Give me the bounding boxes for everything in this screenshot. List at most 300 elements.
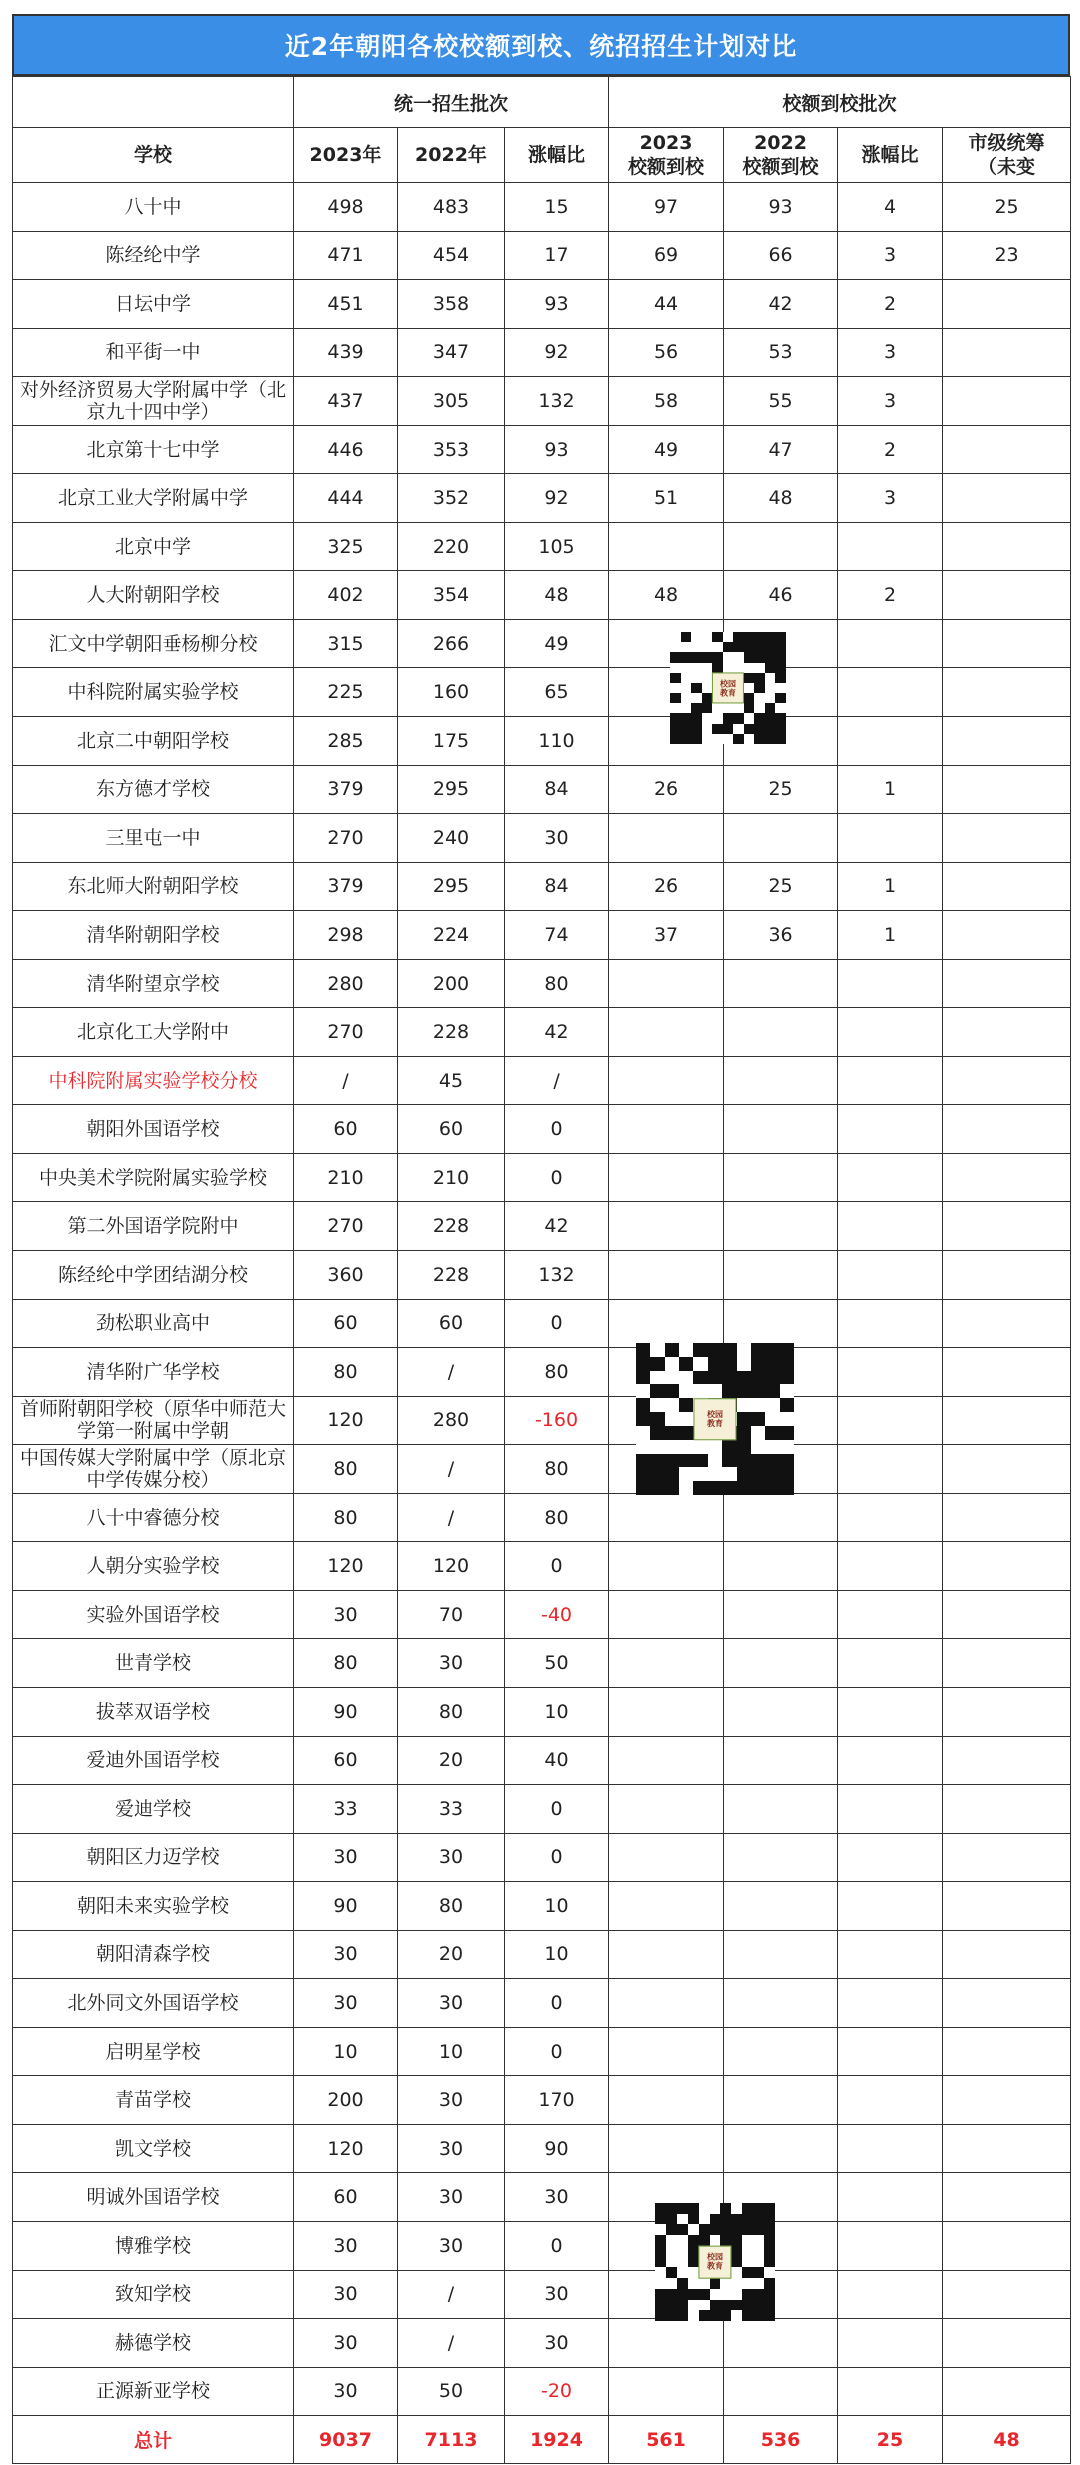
table-row	[13, 474, 1071, 523]
table-row	[13, 231, 1071, 280]
enrollment-table	[12, 76, 1071, 2464]
cell-school: 中科院附属实验学校	[13, 668, 294, 717]
cell-unified-2022: 20	[398, 1930, 505, 1979]
table-row	[13, 425, 1071, 474]
cell-city	[943, 1105, 1071, 1154]
cell-unified-change: 42	[505, 1008, 609, 1057]
cell-unified-change: 80	[505, 1348, 609, 1397]
cell-city	[943, 377, 1071, 426]
header-city: 市级统筹 （未变	[943, 128, 1071, 183]
cell-unified-change: 80	[505, 1493, 609, 1542]
cell-unified-2023: 210	[294, 1153, 398, 1202]
cell-unified-change: 105	[505, 522, 609, 571]
cell-quota-2022	[724, 1056, 838, 1105]
cell-school: 明诚外国语学校	[13, 2173, 294, 2222]
cell-quota-2022	[724, 1153, 838, 1202]
total-label: 总计	[13, 2416, 294, 2464]
cell-quota-2023: 58	[609, 377, 724, 426]
cell-unified-2022: 30	[398, 1979, 505, 2028]
cell-school: 清华附朝阳学校	[13, 911, 294, 960]
cell-city	[943, 1542, 1071, 1591]
cell-unified-2023: 30	[294, 2367, 398, 2416]
cell-unified-2023: 379	[294, 862, 398, 911]
cell-unified-change: 65	[505, 668, 609, 717]
cell-quota-change	[838, 2270, 943, 2319]
cell-unified-2023: 30	[294, 1979, 398, 2028]
cell-unified-2023: 360	[294, 1251, 398, 1300]
cell-city	[943, 1687, 1071, 1736]
cell-unified-2022: 80	[398, 1882, 505, 1931]
cell-city	[943, 328, 1071, 377]
cell-quota-2022	[724, 1833, 838, 1882]
cell-city	[943, 522, 1071, 571]
cell-quota-change	[838, 1736, 943, 1785]
cell-quota-2023: 26	[609, 765, 724, 814]
cell-school: 北京中学	[13, 522, 294, 571]
cell-city	[943, 911, 1071, 960]
cell-unified-2022: /	[398, 2270, 505, 2319]
cell-city	[943, 1639, 1071, 1688]
cell-unified-2022: 454	[398, 231, 505, 280]
cell-quota-2023: 56	[609, 328, 724, 377]
cell-quota-2022	[724, 1882, 838, 1931]
cell-school: 劲松职业高中	[13, 1299, 294, 1348]
table-row	[13, 2124, 1071, 2173]
cell-unified-2023: 471	[294, 231, 398, 280]
cell-unified-2022: 60	[398, 1105, 505, 1154]
cell-quota-2023	[609, 1882, 724, 1931]
cell-quota-change	[838, 1396, 943, 1445]
cell-unified-2023: 325	[294, 522, 398, 571]
cell-unified-2022: 280	[398, 1396, 505, 1445]
cell-unified-2023: 402	[294, 571, 398, 620]
header-2022: 2022年	[398, 128, 505, 183]
cell-city	[943, 2027, 1071, 2076]
cell-quota-2022	[724, 1930, 838, 1979]
cell-unified-2022: 50	[398, 2367, 505, 2416]
cell-unified-2022: 30	[398, 1833, 505, 1882]
cell-quota-2023	[609, 959, 724, 1008]
table-row	[13, 1833, 1071, 1882]
cell-quota-2023	[609, 1105, 724, 1154]
cell-school: 正源新亚学校	[13, 2367, 294, 2416]
cell-quota-2022	[724, 522, 838, 571]
cell-quota-2022	[724, 1493, 838, 1542]
cell-school: 凯文学校	[13, 2124, 294, 2173]
table-row	[13, 280, 1071, 329]
cell-unified-2023: 270	[294, 1202, 398, 1251]
total-u22: 7113	[398, 2416, 505, 2464]
qr-code-image	[636, 1343, 794, 1495]
cell-quota-2022: 47	[724, 425, 838, 474]
cell-city	[943, 1833, 1071, 1882]
cell-quota-2022	[724, 1008, 838, 1057]
table-row	[13, 2221, 1071, 2270]
cell-quota-change	[838, 2027, 943, 2076]
cell-quota-2022	[724, 959, 838, 1008]
cell-school: 中科院附属实验学校分校	[13, 1056, 294, 1105]
cell-quota-change	[838, 2124, 943, 2173]
cell-city	[943, 425, 1071, 474]
cell-unified-2023: 30	[294, 1590, 398, 1639]
qr-code-image	[655, 2203, 775, 2321]
cell-school: 三里屯一中	[13, 814, 294, 863]
cell-unified-change: 0	[505, 2221, 609, 2270]
cell-quota-2022	[724, 2319, 838, 2368]
cell-unified-change: 10	[505, 1930, 609, 1979]
cell-quota-2022	[724, 1736, 838, 1785]
cell-city	[943, 1785, 1071, 1834]
group-quota: 校额到校批次	[609, 77, 1071, 128]
cell-unified-change: 132	[505, 1251, 609, 1300]
cell-city	[943, 474, 1071, 523]
cell-unified-2023: 90	[294, 1882, 398, 1931]
cell-school: 北京化工大学附中	[13, 1008, 294, 1057]
cell-unified-2023: 90	[294, 1687, 398, 1736]
cell-unified-change: 0	[505, 1542, 609, 1591]
cell-unified-2022: /	[398, 2319, 505, 2368]
cell-quota-2022	[724, 1590, 838, 1639]
cell-school: 朝阳区力迈学校	[13, 1833, 294, 1882]
cell-quota-change	[838, 1445, 943, 1494]
qr-code-image	[670, 632, 786, 744]
cell-quota-change: 2	[838, 280, 943, 329]
cell-unified-2022: 347	[398, 328, 505, 377]
qr-logo: 校园 教育	[698, 2246, 731, 2279]
cell-city	[943, 1882, 1071, 1931]
total-row	[13, 2416, 1071, 2464]
cell-city	[943, 1056, 1071, 1105]
cell-quota-2023	[609, 1736, 724, 1785]
cell-unified-2023: 10	[294, 2027, 398, 2076]
cell-school: 朝阳清森学校	[13, 1930, 294, 1979]
cell-unified-2022: 160	[398, 668, 505, 717]
cell-unified-2023: 451	[294, 280, 398, 329]
table-row	[13, 377, 1071, 426]
cell-school: 和平街一中	[13, 328, 294, 377]
cell-unified-2023: 315	[294, 619, 398, 668]
cell-city	[943, 2076, 1071, 2125]
cell-quota-2022: 36	[724, 911, 838, 960]
cell-city	[943, 959, 1071, 1008]
table-row	[13, 1396, 1071, 1445]
cell-quota-change	[838, 1153, 943, 1202]
cell-quota-change	[838, 1348, 943, 1397]
cell-city	[943, 1008, 1071, 1057]
cell-unified-2022: 30	[398, 2221, 505, 2270]
cell-school: 对外经济贸易大学附属中学（北京九十四中学）	[13, 377, 294, 426]
cell-quota-2023	[609, 1930, 724, 1979]
cell-quota-2023: 37	[609, 911, 724, 960]
cell-quota-change	[838, 619, 943, 668]
cell-quota-2023: 69	[609, 231, 724, 280]
cell-quota-2022: 93	[724, 183, 838, 232]
cell-unified-2023: 30	[294, 2319, 398, 2368]
cell-quota-change	[838, 1008, 943, 1057]
total-uc: 1924	[505, 2416, 609, 2464]
cell-school: 北京工业大学附属中学	[13, 474, 294, 523]
cell-quota-change: 3	[838, 231, 943, 280]
cell-unified-2023: 80	[294, 1348, 398, 1397]
cell-school: 北京二中朝阳学校	[13, 717, 294, 766]
cell-school: 东北师大附朝阳学校	[13, 862, 294, 911]
cell-quota-change	[838, 1202, 943, 1251]
cell-city	[943, 1930, 1071, 1979]
cell-unified-2023: 379	[294, 765, 398, 814]
cell-quota-2023	[609, 1590, 724, 1639]
cell-quota-change	[838, 2221, 943, 2270]
cell-unified-2023: 80	[294, 1493, 398, 1542]
table-row	[13, 1202, 1071, 1251]
cell-school: 东方德才学校	[13, 765, 294, 814]
cell-unified-2023: 60	[294, 1736, 398, 1785]
cell-quota-2023	[609, 522, 724, 571]
cell-city: 25	[943, 183, 1071, 232]
cell-city	[943, 814, 1071, 863]
cell-quota-change	[838, 1251, 943, 1300]
cell-unified-2022: 20	[398, 1736, 505, 1785]
cell-city	[943, 2367, 1071, 2416]
cell-unified-2023: 60	[294, 1105, 398, 1154]
cell-unified-2022: 200	[398, 959, 505, 1008]
cell-quota-2022	[724, 1299, 838, 1348]
cell-school: 赫德学校	[13, 2319, 294, 2368]
cell-quota-2022	[724, 2027, 838, 2076]
cell-city	[943, 717, 1071, 766]
table-row	[13, 911, 1071, 960]
cell-unified-2022: /	[398, 1348, 505, 1397]
cell-school: 北京第十七中学	[13, 425, 294, 474]
table-row	[13, 814, 1071, 863]
cell-unified-2022: 30	[398, 2173, 505, 2222]
cell-unified-change: 17	[505, 231, 609, 280]
cell-school: 汇文中学朝阳垂杨柳分校	[13, 619, 294, 668]
cell-school: 北外同文外国语学校	[13, 1979, 294, 2028]
cell-quota-2022: 25	[724, 765, 838, 814]
cell-quota-2022	[724, 1105, 838, 1154]
cell-quota-change: 1	[838, 765, 943, 814]
cell-quota-change	[838, 522, 943, 571]
table-row	[13, 1639, 1071, 1688]
table-row	[13, 765, 1071, 814]
cell-unified-2022: 30	[398, 2076, 505, 2125]
cell-unified-change: 0	[505, 2027, 609, 2076]
cell-quota-2022	[724, 1542, 838, 1591]
cell-quota-2022: 25	[724, 862, 838, 911]
cell-unified-2023: 60	[294, 1299, 398, 1348]
header-quota-change: 涨幅比	[838, 128, 943, 183]
table-row	[13, 522, 1071, 571]
cell-quota-change	[838, 1542, 943, 1591]
table-row	[13, 2367, 1071, 2416]
cell-quota-2022	[724, 1251, 838, 1300]
cell-school: 人大附朝阳学校	[13, 571, 294, 620]
cell-quota-change	[838, 717, 943, 766]
cell-unified-2022: 354	[398, 571, 505, 620]
cell-quota-2023	[609, 1008, 724, 1057]
cell-unified-change: 30	[505, 2319, 609, 2368]
header-school: 学校	[13, 128, 294, 183]
cell-quota-change	[838, 1979, 943, 2028]
cell-unified-2022: 358	[398, 280, 505, 329]
cell-quota-2022	[724, 2124, 838, 2173]
table-row	[13, 2173, 1071, 2222]
cell-unified-change: 84	[505, 862, 609, 911]
cell-quota-change	[838, 2173, 943, 2222]
table-row	[13, 1299, 1071, 1348]
cell-quota-2023	[609, 1493, 724, 1542]
cell-unified-2022: 266	[398, 619, 505, 668]
cell-unified-2022: 80	[398, 1687, 505, 1736]
cell-unified-2022: 210	[398, 1153, 505, 1202]
table-row	[13, 2270, 1071, 2319]
cell-unified-2023: 280	[294, 959, 398, 1008]
table-row	[13, 1979, 1071, 2028]
cell-city	[943, 571, 1071, 620]
group-unified: 统一招生批次	[294, 77, 609, 128]
table-row	[13, 1105, 1071, 1154]
cell-quota-2023	[609, 2076, 724, 2125]
header-2023: 2023年	[294, 128, 398, 183]
cell-unified-2022: 175	[398, 717, 505, 766]
cell-unified-change: 80	[505, 959, 609, 1008]
cell-quota-2023	[609, 2027, 724, 2076]
cell-school: 第二外国语学院附中	[13, 1202, 294, 1251]
total-u23: 9037	[294, 2416, 398, 2464]
cell-unified-change: 92	[505, 474, 609, 523]
cell-quota-change	[838, 1930, 943, 1979]
cell-quota-2022: 55	[724, 377, 838, 426]
cell-city	[943, 1202, 1071, 1251]
cell-unified-change: -40	[505, 1590, 609, 1639]
cell-unified-2022: /	[398, 1493, 505, 1542]
cell-school: 首师附朝阳学校（原华中师范大学第一附属中学朝	[13, 1396, 294, 1445]
cell-city	[943, 1979, 1071, 2028]
cell-unified-2022: 228	[398, 1202, 505, 1251]
cell-quota-change	[838, 1639, 943, 1688]
cell-quota-change	[838, 1105, 943, 1154]
cell-unified-2022: 228	[398, 1251, 505, 1300]
cell-unified-2023: 285	[294, 717, 398, 766]
cell-unified-2022: 220	[398, 522, 505, 571]
qr-logo: 校园 教育	[693, 1398, 736, 1440]
cell-unified-2023: 30	[294, 2221, 398, 2270]
cell-quota-2023	[609, 2124, 724, 2173]
cell-quota-change	[838, 2076, 943, 2125]
cell-unified-change: 110	[505, 717, 609, 766]
cell-quota-change: 3	[838, 474, 943, 523]
cell-city	[943, 1736, 1071, 1785]
cell-quota-2022: 46	[724, 571, 838, 620]
cell-quota-change	[838, 1056, 943, 1105]
table-row	[13, 2319, 1071, 2368]
cell-quota-change	[838, 959, 943, 1008]
cell-quota-change	[838, 2319, 943, 2368]
cell-unified-change: 10	[505, 1687, 609, 1736]
cell-school: 启明星学校	[13, 2027, 294, 2076]
cell-quota-change: 1	[838, 862, 943, 911]
cell-unified-2022: /	[398, 1445, 505, 1494]
cell-school: 朝阳外国语学校	[13, 1105, 294, 1154]
cell-unified-change: 0	[505, 1299, 609, 1348]
cell-quota-2022	[724, 1785, 838, 1834]
table-row	[13, 668, 1071, 717]
cell-unified-2022: 295	[398, 765, 505, 814]
cell-quota-change: 3	[838, 377, 943, 426]
cell-school: 中央美术学院附属实验学校	[13, 1153, 294, 1202]
cell-unified-change: 0	[505, 1153, 609, 1202]
cell-city	[943, 1590, 1071, 1639]
cell-quota-2022	[724, 1687, 838, 1736]
cell-unified-2023: 444	[294, 474, 398, 523]
cell-unified-change: 84	[505, 765, 609, 814]
table-row	[13, 1445, 1071, 1494]
cell-quota-2023	[609, 1785, 724, 1834]
cell-unified-2022: 33	[398, 1785, 505, 1834]
header-change: 涨幅比	[505, 128, 609, 183]
table-row	[13, 1348, 1071, 1397]
cell-unified-2023: 446	[294, 425, 398, 474]
cell-quota-2023	[609, 1833, 724, 1882]
total-q22: 536	[724, 2416, 838, 2464]
cell-unified-2022: 483	[398, 183, 505, 232]
cell-unified-change: 30	[505, 2270, 609, 2319]
cell-unified-change: 40	[505, 1736, 609, 1785]
cell-school: 朝阳未来实验学校	[13, 1882, 294, 1931]
table-row	[13, 1785, 1071, 1834]
cell-quota-2022: 66	[724, 231, 838, 280]
cell-school: 清华附广华学校	[13, 1348, 294, 1397]
cell-unified-change: 93	[505, 280, 609, 329]
cell-city	[943, 1299, 1071, 1348]
cell-quota-change	[838, 668, 943, 717]
cell-school: 日坛中学	[13, 280, 294, 329]
cell-unified-2023: 30	[294, 1833, 398, 1882]
cell-quota-change	[838, 1493, 943, 1542]
cell-quota-2022	[724, 2367, 838, 2416]
cell-school: 中国传媒大学附属中学（原北京中学传媒分校）	[13, 1445, 294, 1494]
cell-unified-2022: 228	[398, 1008, 505, 1057]
cell-school: 致知学校	[13, 2270, 294, 2319]
cell-quota-2023: 48	[609, 571, 724, 620]
cell-city	[943, 1445, 1071, 1494]
table-row	[13, 717, 1071, 766]
cell-city	[943, 2124, 1071, 2173]
cell-school: 清华附望京学校	[13, 959, 294, 1008]
table-row	[13, 1251, 1071, 1300]
cell-quota-2023	[609, 1687, 724, 1736]
cell-quota-2023	[609, 1153, 724, 1202]
cell-city	[943, 1396, 1071, 1445]
cell-quota-2023: 49	[609, 425, 724, 474]
cell-city	[943, 2221, 1071, 2270]
table-row	[13, 1882, 1071, 1931]
cell-unified-2023: 30	[294, 1930, 398, 1979]
cell-quota-2022: 53	[724, 328, 838, 377]
cell-quota-2023	[609, 2367, 724, 2416]
cell-city	[943, 668, 1071, 717]
cell-unified-change: 42	[505, 1202, 609, 1251]
cell-school: 青苗学校	[13, 2076, 294, 2125]
table-row	[13, 2027, 1071, 2076]
cell-school: 实验外国语学校	[13, 1590, 294, 1639]
cell-unified-change: 15	[505, 183, 609, 232]
cell-quota-2023	[609, 1056, 724, 1105]
cell-unified-2023: 270	[294, 1008, 398, 1057]
cell-unified-change: 0	[505, 1979, 609, 2028]
cell-city	[943, 619, 1071, 668]
cell-city	[943, 2173, 1071, 2222]
